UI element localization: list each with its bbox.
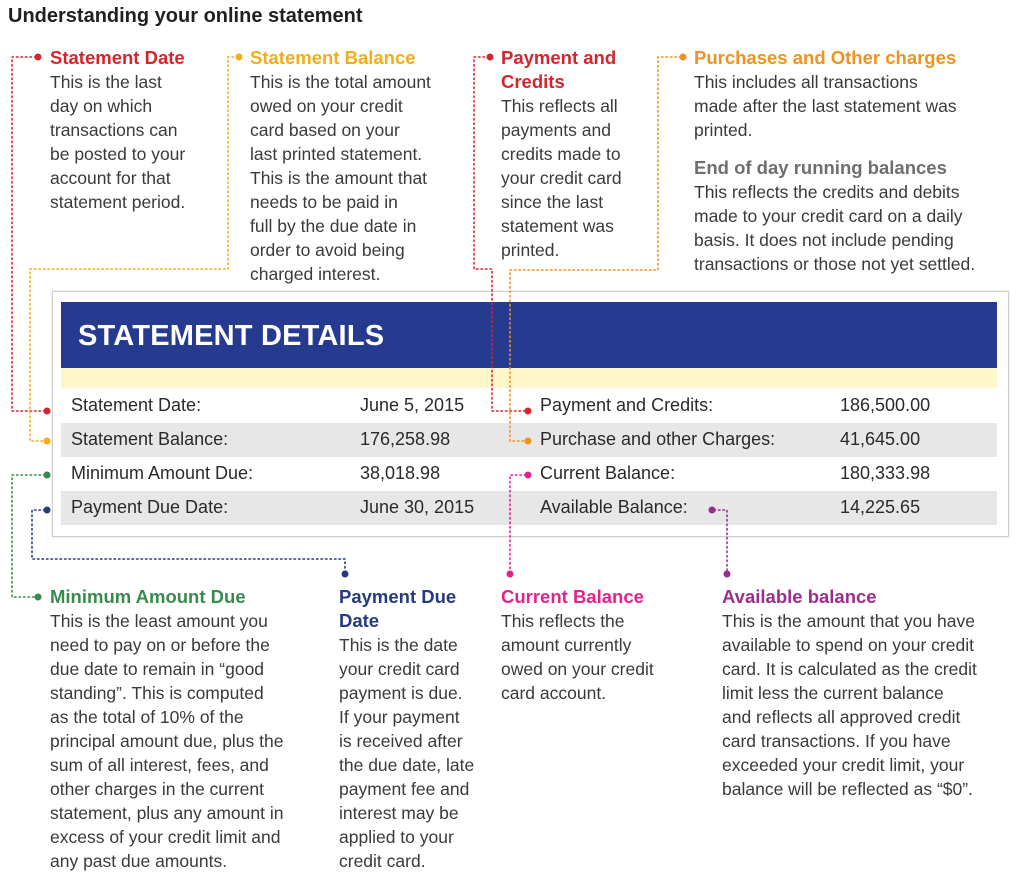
leader-dot	[507, 571, 514, 578]
note-line: last printed statement.	[250, 144, 423, 164]
note-heading: Date	[339, 610, 380, 631]
note-line: exceeded your credit limit, your	[722, 755, 965, 775]
note-line: This reflects all	[501, 96, 618, 116]
note-line: limit less the current balance	[722, 683, 944, 703]
note-line: This is the date	[339, 635, 458, 655]
leader-dot	[525, 472, 532, 479]
note-line: excess of your credit limit and	[50, 827, 281, 847]
note-line: If your payment	[339, 707, 460, 727]
note-line: printed.	[501, 240, 560, 260]
note-line: be posted to your	[50, 144, 186, 164]
leader-dot	[236, 54, 243, 61]
note-line: charged interest.	[250, 264, 381, 284]
row-label: Statement Balance:	[71, 429, 229, 449]
note-line: This reflects the	[501, 611, 625, 631]
leader-dot	[487, 54, 494, 61]
leader-payment-credits	[474, 54, 532, 415]
note-line: This is the least amount you	[50, 611, 268, 631]
leader-dot	[44, 507, 51, 514]
row-value: 41,645.00	[840, 429, 921, 449]
leader-statement-date	[12, 54, 51, 415]
note-line: balance will be reflected as “$0”.	[722, 779, 973, 799]
row-value: 180,333.98	[840, 463, 931, 483]
note-line: transactions or those not yet settled.	[694, 254, 976, 274]
note-line: your credit card	[339, 659, 460, 679]
note-heading: Statement Date	[50, 47, 185, 68]
row-label: Payment Due Date:	[71, 497, 229, 517]
leader-dot	[44, 408, 51, 415]
leader-dot	[680, 54, 687, 61]
note-heading: Minimum Amount Due	[50, 586, 246, 607]
note-line: day on which	[50, 96, 153, 116]
leader-dot	[35, 54, 42, 61]
note-heading: Statement Balance	[250, 47, 416, 68]
row-value: 38,018.98	[360, 463, 441, 483]
note-line: payments and	[501, 120, 611, 140]
note-line: This reflects the credits and debits	[694, 182, 960, 202]
note-line: since the last	[501, 192, 604, 212]
row-value: 176,258.98	[360, 429, 451, 449]
row-label: Statement Date:	[71, 395, 202, 415]
note-line: due date to remain in “good	[50, 659, 265, 679]
note-line: order to avoid being	[250, 240, 405, 260]
note-line: interest may be	[339, 803, 459, 823]
note-line: needs to be paid in	[250, 192, 398, 212]
note-heading: Available balance	[722, 586, 877, 607]
note-line: applied to your	[339, 827, 454, 847]
leader-dot	[44, 438, 51, 445]
note-line: amount currently	[501, 635, 632, 655]
note-line: card. It is calculated as the credit	[722, 659, 977, 679]
note-line: account for that	[50, 168, 171, 188]
note-line: payment fee and	[339, 779, 470, 799]
leader-current-balance	[507, 472, 532, 578]
note-heading: Current Balance	[501, 586, 644, 607]
note-line: card based on your	[250, 120, 400, 140]
note-line: need to pay on or before the	[50, 635, 270, 655]
note-line: any past due amounts.	[50, 851, 228, 871]
note-line: the due date, late	[339, 755, 475, 775]
note-line: payment is due.	[339, 683, 463, 703]
note-line: owed on your credit	[250, 96, 403, 116]
leader-minimum-due	[12, 472, 51, 601]
note-line: is received after	[339, 731, 463, 751]
note-line: statement was	[501, 216, 614, 236]
leader-purchases	[510, 54, 687, 445]
note-line: full by the due date in	[250, 216, 417, 236]
note-line: This is the total amount	[250, 72, 431, 92]
note-line: statement, plus any amount in	[50, 803, 284, 823]
row-value: 186,500.00	[840, 395, 931, 415]
note-line: basis. It does not include pending	[694, 230, 954, 250]
note-line: your credit card	[501, 168, 622, 188]
leader-dot	[709, 507, 716, 514]
note-line: available to spend on your credit	[722, 635, 974, 655]
note-line: standing”. This is computed	[50, 683, 264, 703]
leader-dot	[44, 472, 51, 479]
note-line: sum of all interest, fees, and	[50, 755, 269, 775]
note-heading: Payment Due	[339, 586, 457, 607]
note-line: credit card.	[339, 851, 426, 871]
note-heading: Credits	[501, 71, 565, 92]
note-heading: End of day running balances	[694, 157, 947, 178]
note-heading: Payment and	[501, 47, 617, 68]
note-line: This includes all transactions	[694, 72, 918, 92]
leader-dot	[35, 594, 42, 601]
note-line: principal amount due, plus the	[50, 731, 284, 751]
leader-available-balance	[709, 507, 731, 578]
note-line: card transactions. If you have	[722, 731, 951, 751]
note-line: printed.	[694, 120, 753, 140]
note-line: This is the amount that you have	[722, 611, 975, 631]
note-line: owed on your credit	[501, 659, 654, 679]
note-line: This is the amount that	[250, 168, 428, 188]
leader-dot	[525, 438, 532, 445]
leader-dot	[724, 571, 731, 578]
row-label: Available Balance:	[540, 497, 688, 517]
note-line: transactions can	[50, 120, 178, 140]
note-line: and reflects all approved credit	[722, 707, 961, 727]
note-line: as the total of 10% of the	[50, 707, 244, 727]
note-line: statement period.	[50, 192, 186, 212]
note-line: made after the last statement was	[694, 96, 957, 116]
note-line: made to your credit card on a daily	[694, 206, 963, 226]
note-heading: Purchases and Other charges	[694, 47, 957, 68]
banner-title: STATEMENT DETAILS	[78, 320, 385, 352]
note-line: This is the last	[50, 72, 162, 92]
row-label: Current Balance:	[540, 463, 676, 483]
leader-statement-balance	[30, 54, 243, 445]
row-label: Minimum Amount Due:	[71, 463, 254, 483]
row-value: June 5, 2015	[360, 395, 465, 415]
leader-dot	[525, 408, 532, 415]
page-title: Understanding your online statement	[8, 5, 363, 27]
note-line: card account.	[501, 683, 607, 703]
note-line: credits made to	[501, 144, 621, 164]
row-value: 14,225.65	[840, 497, 921, 517]
note-line: other charges in the current	[50, 779, 265, 799]
row-value: June 30, 2015	[360, 497, 475, 517]
leader-dot	[342, 571, 349, 578]
row-label: Purchase and other Charges:	[540, 429, 776, 449]
leader-payment-due-date	[32, 507, 349, 578]
row-label: Payment and Credits:	[540, 395, 714, 415]
